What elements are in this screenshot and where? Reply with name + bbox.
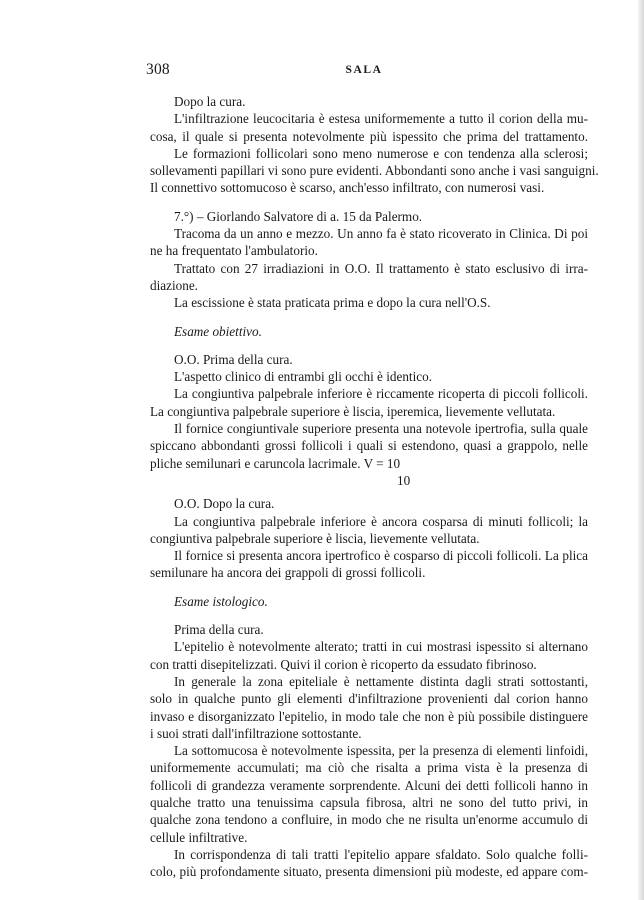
paragraph-line: L'infiltrazione leucocitaria è estesa uniformemente a tutto il corion della mu-	[174, 111, 588, 127]
paragraph-line: invaso e disorganizzato l'epitelio, in modo tale che non è più possibile distinguere	[150, 708, 588, 724]
paragraph-line: qualche tratto una tenuissima capsula fibrosa, altri ne sono del tutto privi, in	[150, 794, 588, 810]
paragraph-line: Il connettivo sottomucoso è scarso, anch'esso infiltrato, con numerosi vasi.	[150, 180, 545, 196]
paragraph-line: ne ha frequentato l'ambulatorio.	[150, 243, 318, 259]
paragraph-line: i suoi strati dall'infiltrazione sottostante.	[150, 725, 362, 741]
paragraph-line: Prima della cura.	[174, 622, 264, 638]
paragraph-line: O.O. Dopo la cura.	[174, 496, 275, 512]
paragraph-line: La sottomucosa è notevolmente ispessita, per la presenza di elementi linfoidi,	[174, 743, 588, 759]
paragraph-line: semilunare ha ancora dei grappoli di grossi follicoli.	[150, 565, 426, 581]
paragraph-line: L'epitelio è notevolmente alterato; tratti in cui mostrasi ispessito si alternano	[174, 639, 588, 655]
paragraph-line: qualche zona tendono a confluire, in modo che ne risulta un'enorme accumulo di	[150, 812, 588, 828]
paragraph-line: Tracoma da un anno e mezzo. Un anno fa è stato ricoverato in Clinica. Di poi	[174, 226, 588, 242]
paragraph-line: pliche semilunari e caruncola lacrimale. V = 10	[150, 455, 401, 471]
paragraph-line: La congiuntiva palpebrale inferiore è ancora cosparsa di minuti follicoli; la	[174, 513, 588, 529]
paragraph-line: Trattato con 27 irradiazioni in O.O. Il trattamento è stato esclusivo di irra-	[174, 260, 588, 276]
paragraph-line: diazione.	[150, 277, 198, 293]
paragraph-line: La congiuntiva palpebrale inferiore è riccamente ricoperta di piccoli follicoli.	[174, 386, 588, 402]
paragraph-line: cellule infiltrative.	[150, 829, 248, 845]
paragraph-line: spiccano abbondanti grossi follicoli i quali si estendono, quasi a grappolo, nelle	[150, 438, 588, 454]
paragraph-line: sollevamenti papillari vi sono pure evidenti. Abbondanti sono anche i vasi sanguigni.	[150, 163, 599, 179]
paragraph-line: cosa, il quale si presenta notevolmente più ispessito che prima del trattamento.	[150, 128, 588, 144]
paragraph-line: follicoli di grandezza veramente sorprendente. Alcuni dei detti follicoli hanno in	[150, 777, 588, 793]
page-number: 308	[146, 61, 170, 78]
paragraph-line: colo, più profondamente situato, presenta dimensioni più modeste, ed appare com-	[150, 864, 588, 880]
case-title: 7.°) – Giorlando Salvatore di a. 15 da Palermo.	[174, 208, 423, 224]
paragraph-line: Il fornice si presenta ancora ipertrofico è cosparso di piccoli follicoli. La plica	[174, 548, 588, 564]
running-head: SALA	[345, 64, 383, 76]
paragraph-line: uniformemente accumulati; ma ciò che risalta a prima vista è la presenza di	[150, 760, 588, 776]
paragraph-line: congiuntiva palpebrale superiore è liscia, lievemente vellutata.	[150, 530, 480, 546]
body-text	[150, 93, 599, 880]
paragraph-line: Dopo la cura.	[174, 94, 246, 109]
paragraph-line: L'aspetto clinico di entrambi gli occhi è identico.	[174, 369, 432, 385]
paragraph-line: solo in qualche punto gli elementi d'infiltrazione provenienti dal corion hanno	[150, 691, 588, 707]
page-edge-shadow	[638, 0, 644, 900]
paragraph-line: In generale la zona epiteliale è nettamente distinta dagli strati sottostanti,	[174, 673, 588, 689]
paragraph-line: Il fornice congiuntivale superiore presenta una notevole ipertrofia, sulla quale	[174, 421, 588, 437]
fraction-denominator: 10	[397, 472, 411, 488]
paragraph-line: O.O. Prima della cura.	[174, 351, 293, 367]
paragraph-line: Le formazioni follicolari sono meno numerose e con tendenza alla sclerosi;	[174, 145, 588, 161]
section-heading: Esame obiettivo.	[174, 323, 262, 339]
paragraph-line: La congiuntiva palpebrale superiore è liscia, iperemica, lievemente vellutata.	[150, 403, 556, 419]
paragraph-line: In corrispondenza di tali tratti l'epitelio appare sfaldato. Solo qualche folli-	[174, 846, 588, 862]
paragraph-line: con tratti disepitelizzati. Quivi il corion è ricoperto da essudato fibrinoso.	[150, 656, 537, 672]
section-heading: Esame istologico.	[174, 593, 268, 609]
paragraph-line: La escissione è stata praticata prima e dopo la cura nell'O.S.	[174, 295, 491, 311]
